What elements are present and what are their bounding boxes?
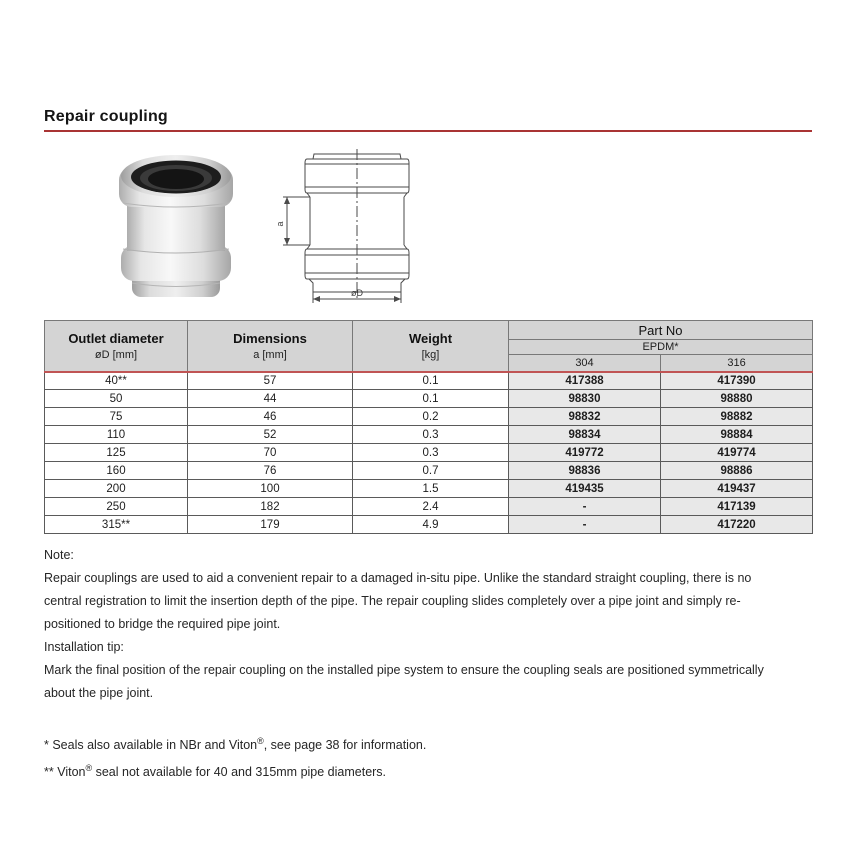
note-body: Repair couplings are used to aid a convenient repair to a damaged in-situ pipe. Unlike the standard straight coupling, there is no central registration to limit the insertion depth of the pipe. The repair coupling slides completely over a pipe joint and simply re-positioned to bridge the required pipe joint. [44,571,752,631]
weight-cell: 0.2 [353,408,509,426]
table-row [45,480,813,498]
installation-tip-body: Mark the final position of the repair coupling on the installed pipe system to ensure the coupling seals are positioned symmetrically about the pipe joint. [44,663,764,700]
outlet-diameter-unit: øD [mm] [94,348,138,361]
part-no-316-cell: 417139 [661,498,813,516]
part-no-304-cell: 419772 [509,444,661,462]
outlet-diameter-cell: 160 [45,462,188,480]
part-no-304-cell: - [509,498,661,516]
part-no-316-cell: 98882 [661,408,813,426]
part-no-316-cell: 98886 [661,462,813,480]
weight-cell: 4.9 [353,516,509,534]
weight-title: Weight [408,330,453,346]
weight-unit: [kg] [421,348,440,361]
weight-cell: 0.1 [353,390,509,408]
table-row [45,516,813,534]
product-photo [119,151,233,301]
part-no-304-cell: 98832 [509,408,661,426]
table-row [45,462,813,480]
table-row [45,390,813,408]
coupling-dimension-drawing [276,149,426,309]
part-no-304-cell: 419435 [509,480,661,498]
part-no-header: Part No [509,321,813,340]
registered-mark: ® [257,736,264,746]
outlet-diameter-cell: 110 [45,426,188,444]
dimensions-header [188,321,353,372]
dim-a-label: a [276,221,285,227]
part-no-316-cell: 419774 [661,444,813,462]
footnote-viton-availability: ** Viton® seal not available for 40 and 315mm pipe diameters. [44,763,387,780]
part-no-304-cell: 98836 [509,462,661,480]
dim-diameter-label: øD [351,288,363,298]
dimension-a-cell: 70 [188,444,353,462]
spec-table [44,320,813,534]
section-title-block [44,108,812,132]
weight-cell: 0.3 [353,426,509,444]
part-no-316-cell: 98884 [661,426,813,444]
dimension-a-cell: 100 [188,480,353,498]
outlet-diameter-cell: 75 [45,408,188,426]
table-row [45,372,813,390]
technical-drawing [276,149,426,309]
dimension-a-cell: 44 [188,390,353,408]
dimension-a-cell: 76 [188,462,353,480]
weight-cell: 2.4 [353,498,509,516]
installation-tip-label: Installation tip: [44,640,124,654]
table-row [45,444,813,462]
outlet-diameter-cell: 200 [45,480,188,498]
grade-304-header: 304 [509,355,661,372]
weight-cell: 0.7 [353,462,509,480]
part-no-304-cell: - [509,516,661,534]
outlet-diameter-cell: 50 [45,390,188,408]
grade-316-header: 316 [661,355,813,372]
outlet-diameter-title: Outlet diameter [68,330,164,346]
outlet-diameter-header [45,321,188,372]
table-row [45,426,813,444]
weight-header [353,321,509,372]
dimension-a-cell: 179 [188,516,353,534]
part-no-304-cell: 98830 [509,390,661,408]
dimensions-unit: a [mm] [253,348,287,361]
part-no-316-cell: 417220 [661,516,813,534]
note-label: Note: [44,548,74,562]
part-no-316-cell: 417390 [661,372,813,390]
dimension-a-cell: 46 [188,408,353,426]
part-no-304-cell: 98834 [509,426,661,444]
part-no-316-cell: 98880 [661,390,813,408]
weight-cell: 0.1 [353,372,509,390]
table-row [45,498,813,516]
page-title: Repair coupling [44,108,168,125]
weight-cell: 0.3 [353,444,509,462]
dimension-a-cell: 52 [188,426,353,444]
footnote-seal-materials: * Seals also available in NBr and Viton®, see page 38 for information. [44,736,427,753]
notes-section [44,544,790,784]
epdm-header: EPDM* [509,340,813,355]
outlet-diameter-cell: 250 [45,498,188,516]
weight-cell: 1.5 [353,480,509,498]
outlet-diameter-cell: 315** [45,516,188,534]
outlet-diameter-cell: 40** [45,372,188,390]
dimension-a-cell: 182 [188,498,353,516]
dimensions-title: Dimensions [233,330,307,346]
registered-mark: ® [85,763,93,774]
dimension-a-cell: 57 [188,372,353,390]
footnotes [44,730,790,784]
coupling-photo-image [119,151,233,301]
part-no-304-cell: 417388 [509,372,661,390]
spec-table-wrap [44,320,812,534]
table-row [45,408,813,426]
part-no-316-cell: 419437 [661,480,813,498]
outlet-diameter-cell: 125 [45,444,188,462]
